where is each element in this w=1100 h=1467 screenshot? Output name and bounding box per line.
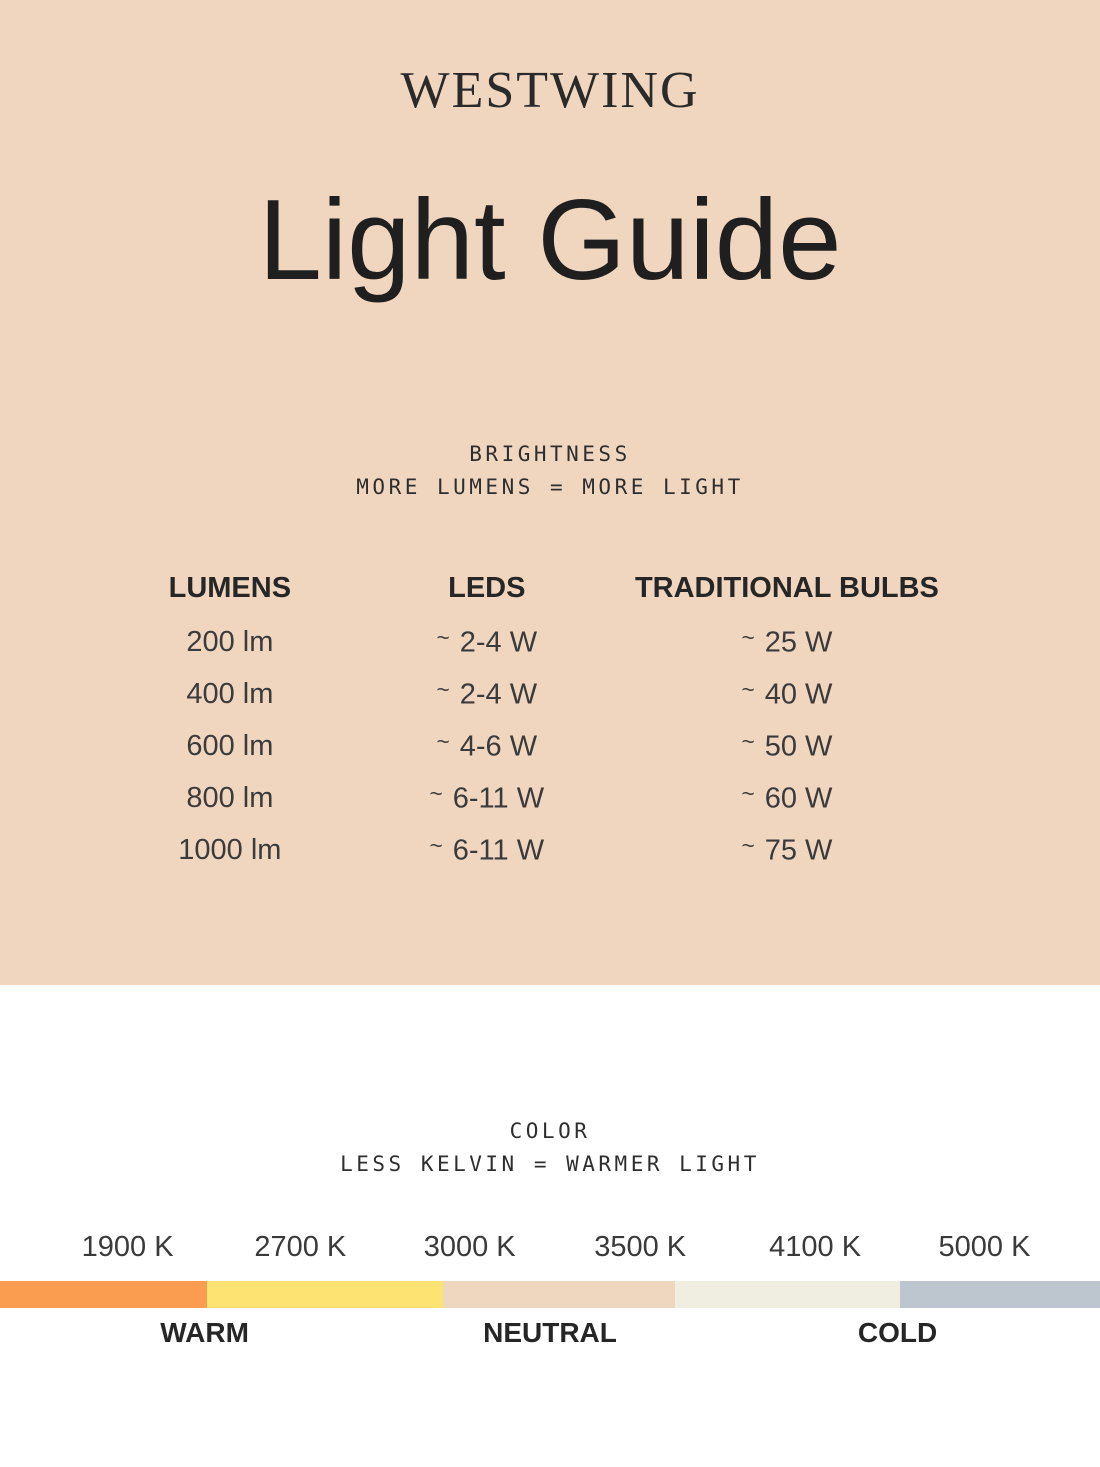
approx-symbol: ~ [741,624,755,650]
lumens-value: 600 lm [186,729,274,762]
table-header-row [80,568,980,608]
table-row [80,772,980,824]
approx-symbol: ~ [436,624,450,650]
temperature-label-cold: COLD [857,1317,938,1348]
traditional-bulbs-value [594,833,980,867]
lumens-value: 200 lm [186,625,274,658]
scale-segment-neutral-offwhite [675,1281,899,1308]
kelvin-label: 2700 K [254,1231,347,1263]
temperature-labels [0,1317,1100,1355]
watt-value: 50 W [756,730,833,763]
kelvin-label: 5000 K [938,1231,1031,1263]
color-intro [0,985,1100,1181]
brand-logo: WESTWING [400,62,700,119]
approx-symbol: ~ [429,832,443,858]
traditional-bulbs-value [594,677,980,711]
col-header-leds: LEDS [448,571,526,604]
approx-symbol: ~ [741,780,755,806]
lumens-value: 800 lm [186,781,274,814]
kelvin-scale-labels [0,1231,1100,1269]
watt-value: 75 W [756,834,833,867]
scale-segment-warm-yellow [207,1281,444,1308]
scale-segment-neutral-beige [443,1281,675,1308]
approx-symbol: ~ [436,676,450,702]
approx-symbol: ~ [741,728,755,754]
brightness-heading: BRIGHTNESS [469,442,631,466]
traditional-bulbs-value [594,625,980,659]
color-section [0,985,1100,1467]
watt-value: 4-6 W [451,730,538,763]
watt-value: 40 W [756,678,833,711]
watt-value: 60 W [756,782,833,815]
leds-value [380,729,594,763]
col-header-lumens: LUMENS [168,571,292,604]
scale-segment-warm-orange [0,1281,207,1308]
page-title: Light Guide [258,177,842,304]
watt-value: 25 W [756,626,833,659]
kelvin-label: 3500 K [594,1231,687,1263]
kelvin-label: 3000 K [423,1231,516,1263]
leds-value [380,625,594,659]
kelvin-label: 1900 K [81,1231,174,1263]
color-heading: COLOR [509,1119,591,1143]
table-row [80,668,980,720]
leds-value [380,677,594,711]
traditional-bulbs-value [594,781,980,815]
watt-value: 6-11 W [444,834,545,867]
approx-symbol: ~ [429,780,443,806]
table-row [80,824,980,876]
lumens-value: 1000 lm [178,833,282,866]
table-row [80,720,980,772]
table-body [80,616,980,876]
lumens-value: 400 lm [186,677,274,710]
kelvin-label: 4100 K [769,1231,862,1263]
lumens-wattage-table [80,568,980,876]
watt-value: 2-4 W [451,626,538,659]
temperature-label-neutral: NEUTRAL [483,1317,617,1348]
approx-symbol: ~ [436,728,450,754]
approx-symbol: ~ [741,676,755,702]
watt-value: 6-11 W [444,782,545,815]
brightness-intro [0,438,1100,504]
watt-value: 2-4 W [451,678,538,711]
traditional-bulbs-value [594,729,980,763]
scale-segment-cold-bluegray [900,1281,1100,1308]
color-subheading: LESS KELVIN = WARMER LIGHT [340,1152,760,1176]
approx-symbol: ~ [741,832,755,858]
brightness-subheading: MORE LUMENS = MORE LIGHT [356,475,744,499]
leds-value [380,781,594,815]
temperature-label-warm: WARM [160,1317,249,1348]
leds-value [380,833,594,867]
table-row [80,616,980,668]
color-temperature-bar [0,1281,1100,1308]
col-header-traditional-bulbs: TRADITIONAL BULBS [634,571,939,604]
